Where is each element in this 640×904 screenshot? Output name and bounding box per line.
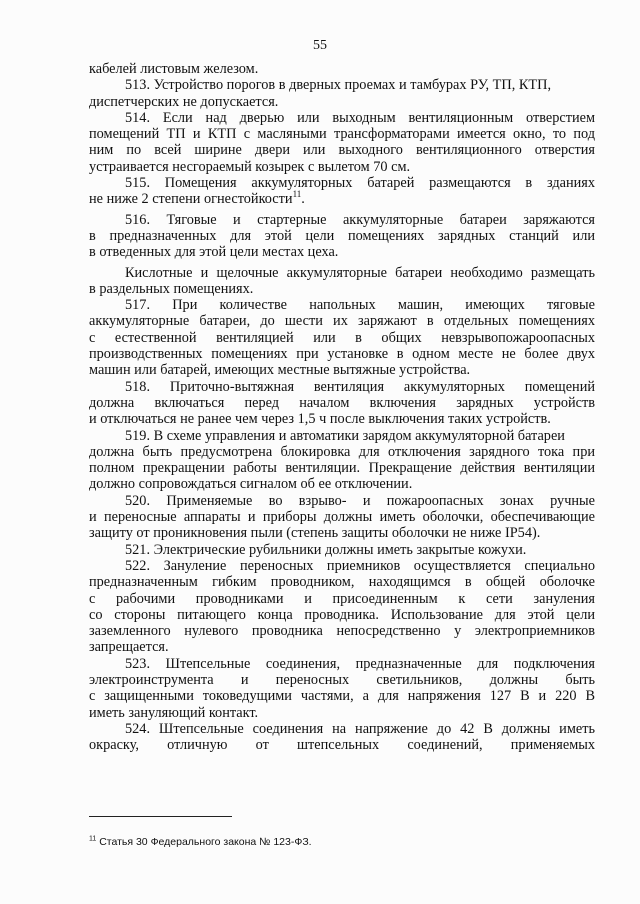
text-line: с рабочими проводниками и присоединенным к сети зануления [89, 590, 595, 607]
text-line: электроинструмента и переносных светильников, должны быть [89, 671, 595, 688]
footnote-divider [89, 816, 232, 817]
paragraph-513: 513. Устройство порогов в дверных проемах и тамбурах РУ, ТП, КТП, [125, 77, 552, 94]
text-line: с защищенными токоведущими частями, а для напряжения 127 В и 220 В [89, 688, 595, 705]
text-line: защиту от проникновения пыли (степень защиты оболочки не ниже IP54). [89, 525, 541, 542]
paragraph-517: 517. При количестве напольных машин, имеющих тяговые [125, 297, 595, 314]
paragraph-516: 516. Тяговые и стартерные аккумуляторные батареи заряжаются [125, 211, 595, 228]
footnote-text: Статья 30 Федерального закона № 123-ФЗ. [99, 836, 312, 848]
text-line: производственных помещениях при установке в одном месте не более двух [89, 346, 595, 363]
text-span: не ниже 2 степени огнестойкости [89, 191, 293, 208]
paragraph-523: 523. Штепсельные соединения, предназначенные для подключения [125, 655, 595, 672]
paragraph-batteries: Кислотные и щелочные аккумуляторные батареи необходимо размещать [125, 264, 595, 281]
footnote [89, 836, 312, 848]
page-number: 55 [313, 38, 327, 53]
text-line: машин или батарей, имеющих местные вытяжные устройства. [89, 362, 471, 379]
paragraph-522: 522. Зануление переносных приемников осуществляется специально [125, 557, 595, 574]
paragraph-521: 521. Электрические рубильники должны иметь закрытые кожухи. [125, 541, 527, 558]
text-line: в раздельных помещениях. [89, 280, 254, 297]
text-line: должно сопровождаться сигналом об ее отключении. [89, 476, 413, 493]
text-line: устраивается несгораемый козырек с вылетом 70 см. [89, 158, 411, 175]
paragraph-519: 519. В схеме управления и автоматики зарядом аккумуляторной батареи [125, 427, 565, 444]
text-line: должна быть предусмотрена блокировка для отключения зарядного тока при [89, 443, 595, 460]
text-line: иметь зануляющий контакт. [89, 704, 259, 721]
text-line: кабелей листовым железом. [89, 61, 259, 77]
paragraph-518: 518. Приточно-вытяжная вентиляция аккумуляторных помещений [125, 378, 595, 395]
text-line: с естественной вентиляцией или в общих невзрывопожароопасных [89, 329, 595, 346]
paragraph-524: 524. Штепсельные соединения на напряжение до 42 В должны иметь [125, 720, 595, 737]
text-line: в предназначенных для этой цели помещениях зарядных станций или [89, 227, 595, 244]
text-line: окраску, отличную от штепсельных соединений, применяемых [89, 737, 595, 754]
text-line: диспетчерских не допускается. [89, 93, 279, 110]
text-line: помещений ТП и КТП с масляными трансформаторами имеется окно, то под [89, 126, 595, 143]
text-line: и переносные аппараты и приборы должны иметь оболочки, обеспечивающие [89, 509, 595, 526]
text-line: полном прекращении работы вентиляции. Прекращение действия вентиляции [89, 460, 595, 477]
text-line: и отключаться не ранее чем через 1,5 ч после выключения таких устройств. [89, 411, 551, 428]
text-line: в отведенных для этой цели местах цеха. [89, 244, 339, 261]
paragraph-514: 514. Если над дверью или выходным вентиляционным отверстием [125, 109, 595, 126]
footnote-marker: 11 [89, 835, 97, 843]
text-line: предназначенным гибким проводником, находящимся в общей оболочке [89, 574, 595, 591]
text-line: должна включаться перед началом включения зарядных устройств [89, 394, 595, 411]
text-line: аккумуляторные батареи, до шести их заряжают в отдельных помещениях [89, 313, 595, 330]
text-line: запрещается. [89, 639, 169, 656]
text-line: заземленного нулевого проводника непосредственно у электроприемников [89, 623, 595, 640]
text-line: со стороны питающего конца проводника. Использование для этой цели [89, 606, 595, 623]
document-body [89, 61, 595, 753]
text-line: ним по всей ширине двери или выходного вентиляционного отверстия [89, 142, 595, 159]
paragraph-515: 515. Помещения аккумуляторных батарей размещаются в зданиях [125, 175, 595, 192]
paragraph-520: 520. Применяемые во взрыво- и пожароопасных зонах ручные [125, 492, 595, 509]
text-line-with-footnote [89, 191, 595, 207]
footnote-reference: 11 [292, 189, 302, 200]
period: . [301, 191, 305, 208]
